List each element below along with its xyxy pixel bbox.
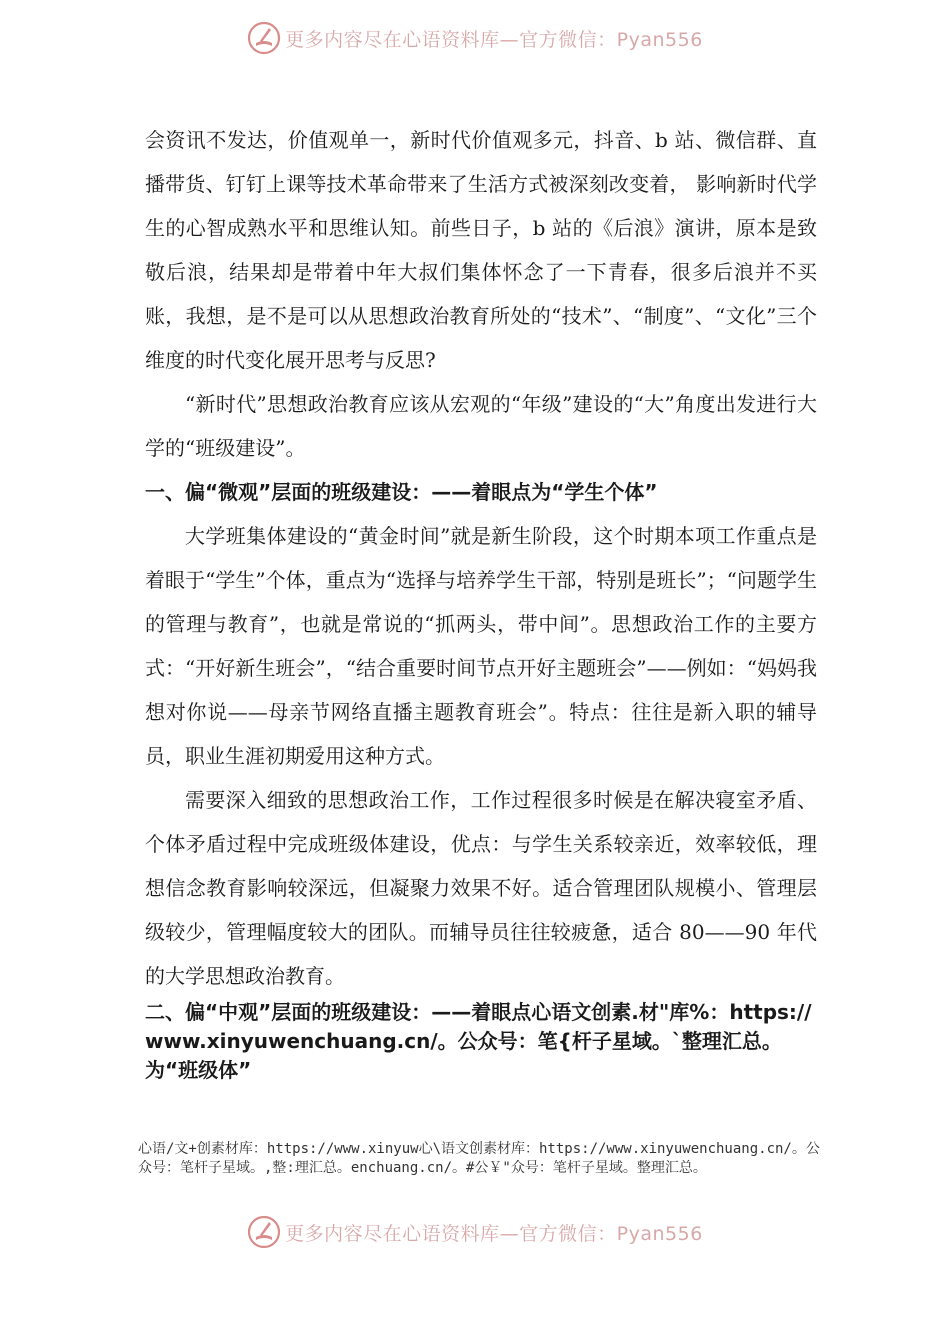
section-heading-2: 二、偏“中观”层面的班级建设：——着眼点心语文创素.材"库%：https://www.xinyuwenchuang.cn/。公众号：笔{杆子星域。`整理汇总。为“班级体” (145, 1000, 812, 1082)
paragraph-3: 大学班集体建设的“黄金时间”就是新生阶段，这个时期本项工作重点是着眼于“学生”个体，重点为“选择与培养学生干部，特别是班长”；“问题学生的管理与教育”，也就是常说的“抓两头，带中间”。思想政治工作的主要方式：“开好新生班会”，“结合重要时间节点开好主题班会”——例如：“妈妈我想对你说——母亲节网络直播主题教育班会”。特点：往往是新入职的辅导员，职业生涯初期爱用这种方式。 (145, 524, 817, 768)
paragraph-1: 会资讯不发达，价值观单一，新时代价值观多元，抖音、b 站、微信群、直播带货、钉钉上课等技术革命带来了生活方式被深刻改变着， 影响新时代学生的心智成熟水平和思维认知。前些日子，b 站的《后浪》演讲，原本是致敬后浪，结果却是带着中年大叔们集体怀念了一下青春，很多后浪并不买账，我想，是不是可以从思想政治教育所处的“技术”、“制度”、“文化”三个维度的时代变化展开思考与反思? (145, 128, 817, 372)
watermark-footnote: 心语/文+创素材库：https://www.xinyuw心\语文创素材库：https://www.xinyuwenchuang.cn/。公众号：笔杆子星域。,整:理汇总。enchuang.cn/。#公￥"众号：笔杆子星域。整理汇总。 (138, 1141, 820, 1176)
section-heading-1: 一、偏“微观”层面的班级建设：——着眼点为“学生个体” (145, 480, 658, 504)
paragraph-2: “新时代”思想政治教育应该从宏观的“年级”建设的“大”角度出发进行大学的“班级建设”。 (145, 392, 817, 460)
header-banner-text: 更多内容尽在心语资料库—官方微信：Pyan556 (285, 28, 703, 51)
quill-book-logo-icon (247, 1215, 281, 1249)
footer-banner-text: 更多内容尽在心语资料库—官方微信：Pyan556 (285, 1222, 703, 1245)
header-banner (0, 18, 950, 58)
quill-book-logo-icon (247, 21, 281, 55)
document-body (145, 118, 817, 1085)
footer-banner (0, 1212, 950, 1252)
paragraph-4: 需要深入细致的思想政治工作，工作过程很多时候是在解决寝室矛盾、个体矛盾过程中完成班级体建设，优点：与学生关系较亲近，效率较低，理想信念教育影响较深远，但凝聚力效果不好。适合管理团队规模小、管理层级较少，管理幅度较大的团队。而辅导员往往较疲惫，适合 80——90 年代的大学思想政治教育。 (145, 788, 817, 988)
